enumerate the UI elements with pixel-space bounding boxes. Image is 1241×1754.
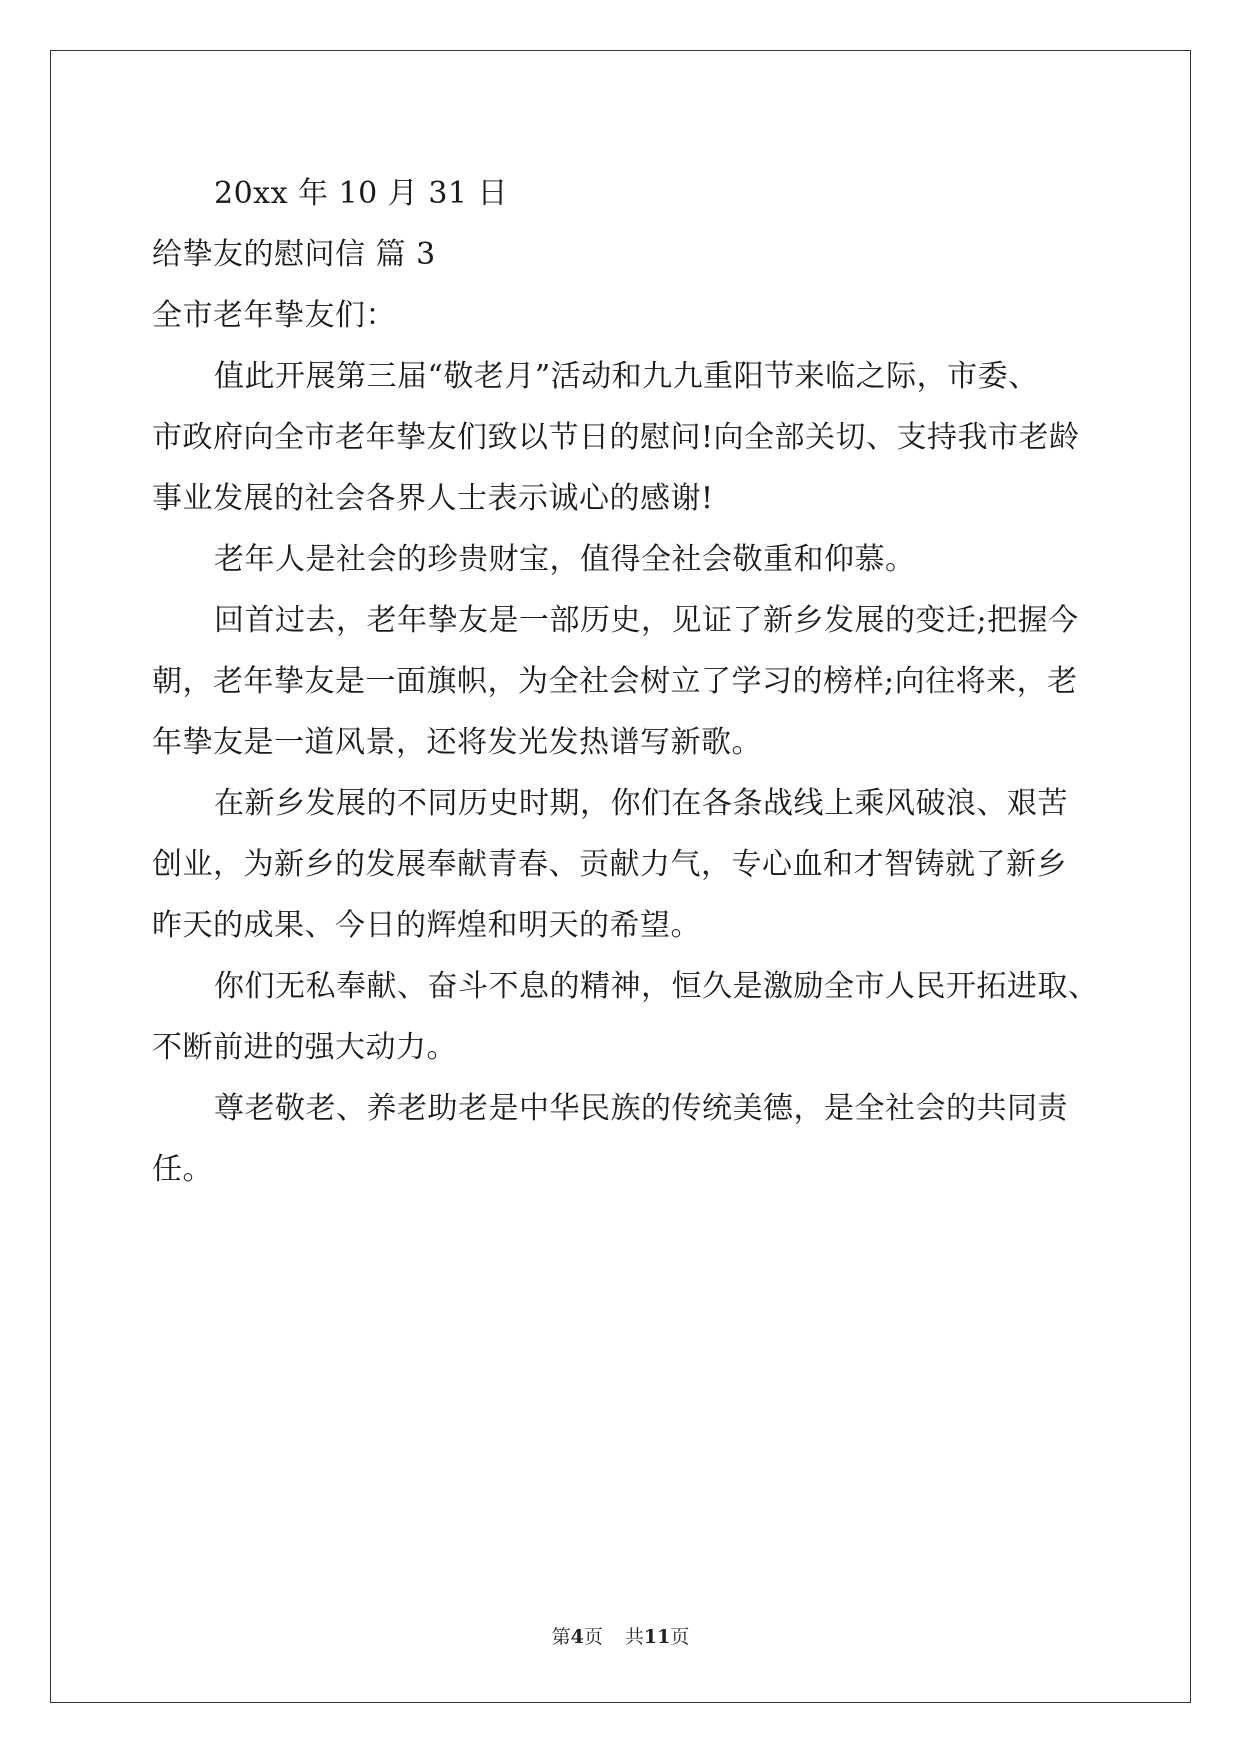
- paragraph-line: 任。: [152, 1152, 213, 1187]
- salutation: 全市老年挚友们：: [152, 298, 396, 333]
- paragraph-line: 值此开展第三届“敬老月”活动和九九重阳节来临之际，市委、: [214, 359, 1039, 394]
- letter-body: [152, 163, 1112, 1200]
- paragraph-line: 回首过去，老年挚友是一部历史，见证了新乡发展的变迁;把握今: [214, 603, 1079, 638]
- paragraph-line: 市政府向全市老年挚友们致以节日的慰问!向全部关切、支持我市老龄: [152, 420, 1080, 455]
- section-heading: 给挚友的慰问信 篇 3: [152, 237, 436, 272]
- page-prefix: 第: [551, 1626, 571, 1648]
- paragraph-line: 在新乡发展的不同历史时期，你们在各条战线上乘风破浪、艰苦: [214, 786, 1068, 821]
- paragraph-line: 不断前进的强大动力。: [152, 1030, 457, 1065]
- paragraph-line: 创业，为新乡的发展奉献青春、贡献力气，专心血和才智铸就了新乡: [152, 847, 1067, 882]
- date-line: 20xx 年 10 月 31 日: [214, 176, 509, 211]
- total-prefix: 共: [624, 1626, 644, 1648]
- paragraph-line: 事业发展的社会各界人士表示诚心的感谢!: [152, 481, 714, 516]
- paragraph-line: 朝，老年挚友是一面旗帜，为全社会树立了学习的榜样;向往将来，老: [152, 664, 1078, 699]
- page-total: 11: [643, 1626, 671, 1648]
- paragraph-line: 昨天的成果、今日的辉煌和明天的希望。: [152, 908, 701, 943]
- paragraph-line: 尊老敬老、养老助老是中华民族的传统美德，是全社会的共同责: [214, 1091, 1068, 1126]
- paragraph-line: 年挚友是一道风景，还将发光发热谱写新歌。: [152, 725, 762, 760]
- page-unit: 页: [583, 1626, 603, 1648]
- page-footer: [0, 1622, 1241, 1649]
- paragraph-line: 你们无私奉献、奋斗不息的精神，恒久是激励全市人民开拓进取、: [214, 969, 1099, 1004]
- page-number: 4: [570, 1626, 584, 1648]
- total-unit: 页: [670, 1626, 690, 1648]
- paragraph-line: 老年人是社会的珍贵财宝，值得全社会敬重和仰慕。: [214, 542, 916, 577]
